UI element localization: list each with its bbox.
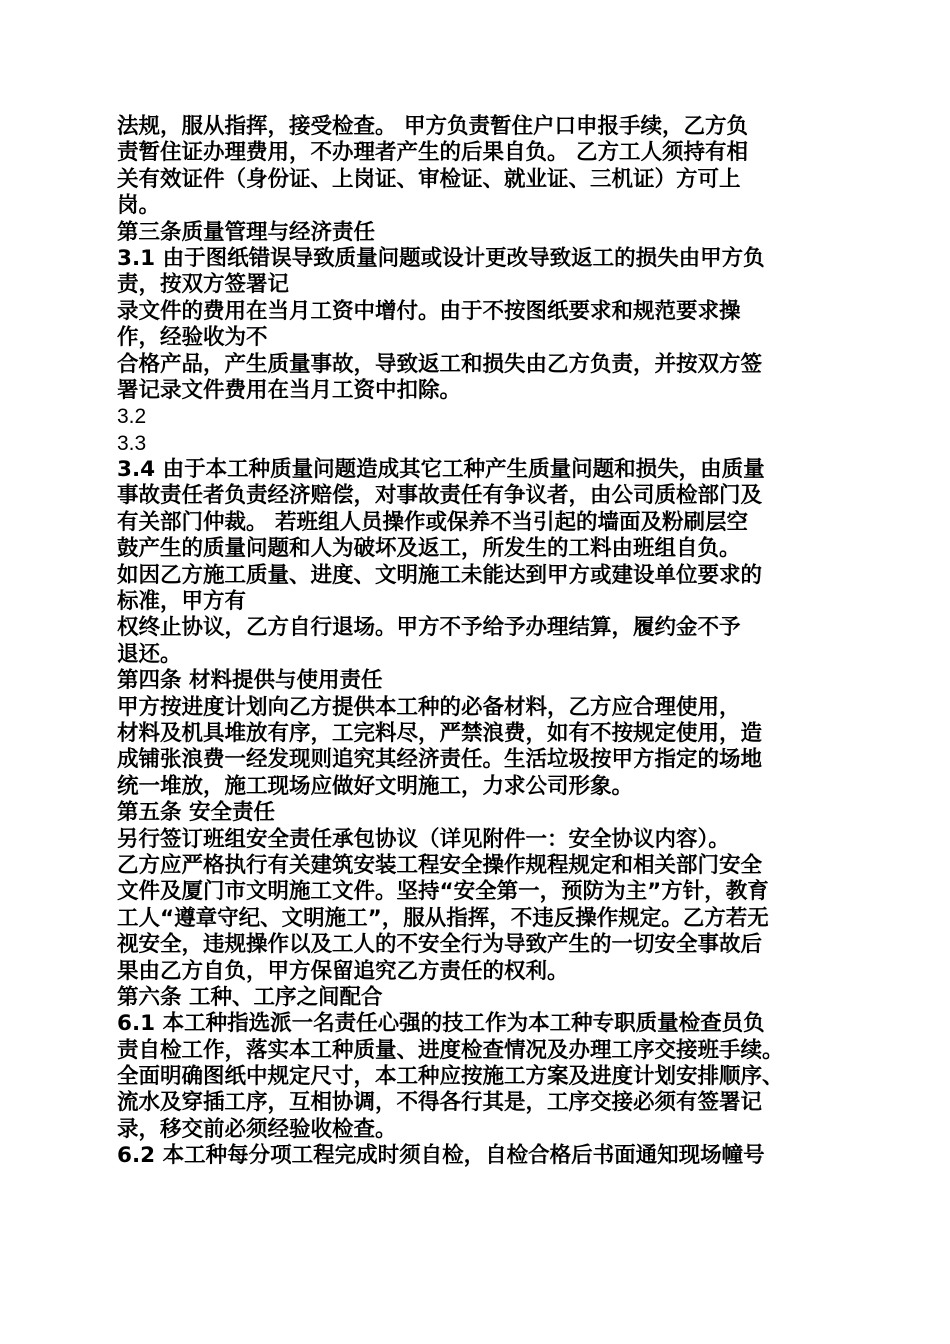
section-heading: 第四条 材料提供与使用责任	[117, 668, 383, 694]
text-line: 3.4 由于本工种质量问题造成其它工种产生质量问题和损失，由质量	[117, 457, 765, 483]
text-line: 退还。	[117, 641, 182, 667]
text-line: 作，经验收为不	[117, 325, 268, 351]
clause-number: 3.2	[117, 405, 147, 429]
text-line: 关有效证件（身份证、上岗证、审检证、就业证、三机证）方可上	[117, 166, 741, 192]
text-line: 全面明确图纸中规定尺寸，本工种应按施工方案及进度计划安排顺序、	[117, 1064, 784, 1090]
text-line: 责自检工作，落实本工种质量、进度检查情况及办理工序交接班手续。	[117, 1037, 784, 1063]
text-line: 岗。	[117, 193, 161, 219]
text-line: 标准，甲方有	[117, 589, 247, 615]
text-line: 法规，服从指挥，接受检查。 甲方负责暂住户口申报手续，乙方负	[117, 114, 748, 139]
text-line: 责暂住证办理费用，不办理者产生的后果自负。 乙方工人须持有相	[117, 140, 748, 166]
text-line: 录文件的费用在当月工资中增付。由于不按图纸要求和规范要求操	[117, 298, 741, 324]
text-line: 署记录文件费用在当月工资中扣除。	[117, 377, 462, 403]
text-line: 流水及穿插工序，互相协调，不得各行其是，工序交接必须有签署记	[117, 1090, 763, 1116]
text-line: 6.2 本工种每分项工程完成时须自检，自检合格后书面通知现场幢号	[117, 1143, 765, 1169]
text-line: 合格产品，产生质量事故，导致返工和损失由乙方负责，并按双方签	[117, 351, 763, 377]
section-heading: 第三条质量管理与经济责任	[117, 219, 376, 245]
section-heading: 第五条 安全责任	[117, 800, 275, 826]
text-line: 材料及机具堆放有序，工完料尽，严禁浪费，如有不按规定使用，造	[117, 720, 763, 746]
text-line: 文件及厦门市文明施工文件。坚持“安全第一，预防为主”方针，教育	[117, 879, 769, 905]
text-line: 6.1 本工种指选派一名责任心强的技工作为本工种专职质量检查员负	[117, 1011, 765, 1037]
text-line: 权终止协议，乙方自行退场。甲方不予给予办理结算，履约金不予	[117, 615, 741, 641]
clause-number: 3.3	[117, 431, 147, 455]
text-line: 统一堆放，施工现场应做好文明施工，力求公司形象。	[117, 773, 634, 799]
section-heading: 第六条 工种、工序之间配合	[117, 984, 383, 1010]
text-line: 鼓产生的质量问题和人为破坏及返工，所发生的工料由班组自负。	[117, 536, 741, 562]
text-line: 有关部门仲裁。 若班组人员操作或保养不当引起的墙面及粉刷层空	[117, 509, 748, 535]
text-line: 工人“遵章守纪、文明施工”，服从指挥，不违反操作规定。乙方若无	[117, 905, 769, 931]
text-line: 3.1 由于图纸错误导致质量问题或设计更改导致返工的损失由甲方负	[117, 245, 765, 271]
text-line: 另行签订班组安全责任承包协议（详见附件一：安全协议内容）。	[117, 826, 730, 852]
text-line: 果由乙方自负，甲方保留追究乙方责任的权利。	[117, 958, 569, 984]
document-body	[117, 114, 847, 1170]
text-line: 成铺张浪费一经发现则追究其经济责任。生活垃圾按甲方指定的场地	[117, 747, 763, 773]
text-line: 事故责任者负责经济赔偿，对事故责任有争议者，由公司质检部门及	[117, 483, 763, 509]
text-line: 录，移交前必须经验收检查。	[117, 1116, 397, 1142]
text-line: 甲方按进度计划向乙方提供本工种的必备材料，乙方应合理使用，	[117, 694, 741, 720]
text-line: 责，按双方签署记	[117, 272, 290, 298]
text-line: 乙方应严格执行有关建筑安装工程安全操作规程规定和相关部门安全	[117, 852, 763, 878]
text-line: 如因乙方施工质量、进度、文明施工未能达到甲方或建设单位要求的	[117, 562, 763, 588]
text-line: 视安全，违规操作以及工人的不安全行为导致产生的一切安全事故后	[117, 932, 763, 958]
